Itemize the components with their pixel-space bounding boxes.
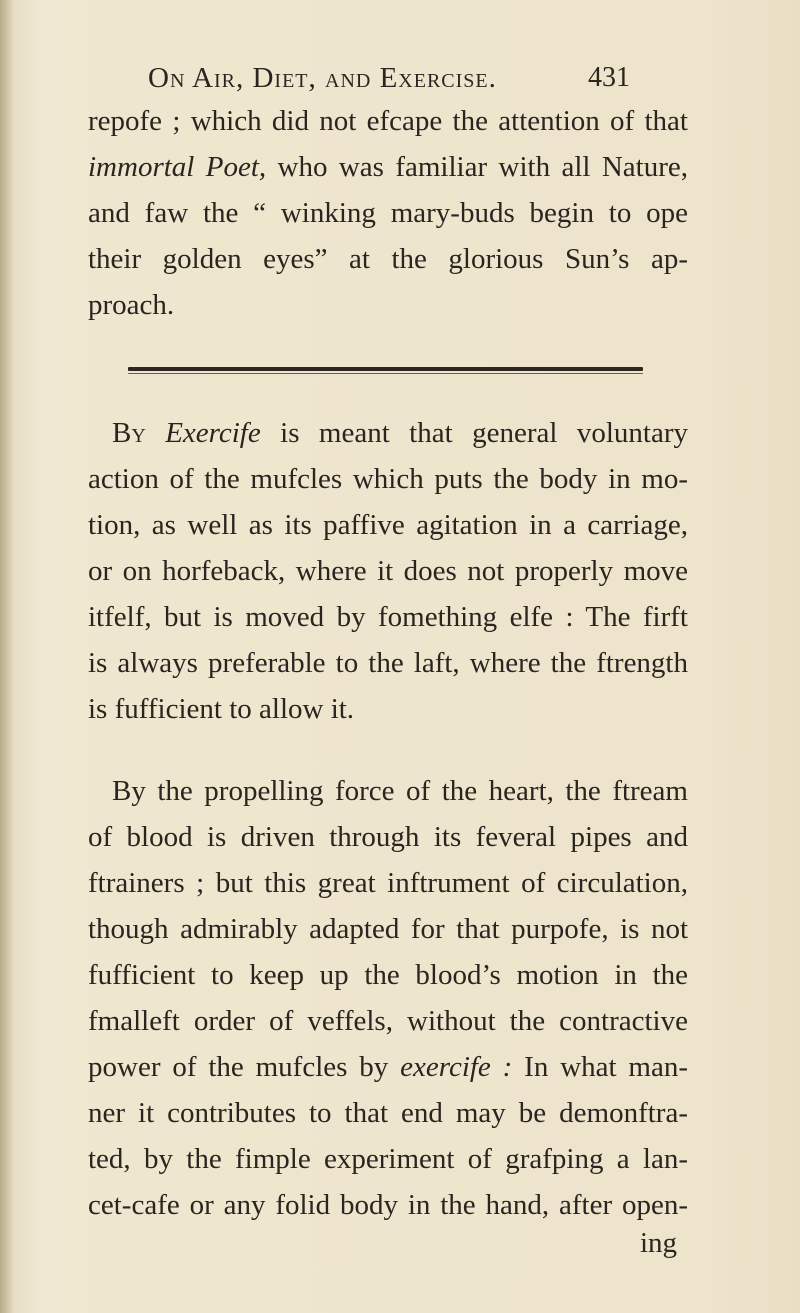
text-line: ner it contributes to that end may be demonftra- <box>88 1097 688 1129</box>
text-line: repofe ; which did not efcape the attention of that <box>88 105 688 137</box>
text-line: or on horfeback, where it does not properly move <box>88 555 688 587</box>
text-line: fufficient to keep up the blood’s motion in the <box>88 959 688 991</box>
section-divider <box>128 367 643 371</box>
text-line: action of the mufcles which puts the body in mo- <box>88 463 688 495</box>
running-header <box>148 62 628 102</box>
italic-term: Exercife <box>165 417 261 449</box>
text-line: though admirably adapted for that purpofe, is not <box>88 913 688 945</box>
page-number: 431 <box>588 62 630 93</box>
spine-shadow <box>0 0 14 1313</box>
text-line: immortal Poet, who was familiar with all Nature, <box>88 151 688 183</box>
text-line: is always preferable to the laft, where the ftrength <box>88 647 688 679</box>
text-line: and faw the “ winking mary-buds begin to ope <box>88 197 688 229</box>
text-line: their golden eyes” at the glorious Sun’s ap- <box>88 243 688 275</box>
text-line: By the propelling force of the heart, the ftream <box>112 775 688 807</box>
text-line: By Exercife is meant that general voluntary <box>112 417 688 449</box>
text-line: itfelf, but is moved by fomething elfe : The firft <box>88 601 688 633</box>
paragraph-3 <box>88 768 688 1228</box>
section-divider-thin <box>128 373 643 374</box>
italic-phrase: immortal Poet, <box>88 151 267 183</box>
text-line: power of the mufcles by exercife : In what man- <box>88 1051 689 1083</box>
text-line: cet-cafe or any folid body in the hand, after open- <box>88 1189 688 1221</box>
italic-term: exercife : <box>400 1051 513 1083</box>
text-line: tion, as well as its paffive agitation in a carriage, <box>88 509 688 541</box>
text-line: proach. <box>88 289 175 321</box>
catchword: ing <box>640 1227 678 1259</box>
paragraph-2 <box>88 410 688 732</box>
text-line: ted, by the fimple experiment of grafping a lan- <box>88 1143 688 1175</box>
text-line: is fufficient to allow it. <box>88 693 355 725</box>
running-title: On Air, Diet, and Exercise. <box>148 62 497 94</box>
text-line: ftrainers ; but this great inftrument of circulation, <box>88 867 688 899</box>
paragraph-1 <box>88 98 688 328</box>
text-line: fmalleft order of veffels, without the contractive <box>88 1005 688 1037</box>
text-line: of blood is driven through its feveral pipes and <box>88 821 688 853</box>
